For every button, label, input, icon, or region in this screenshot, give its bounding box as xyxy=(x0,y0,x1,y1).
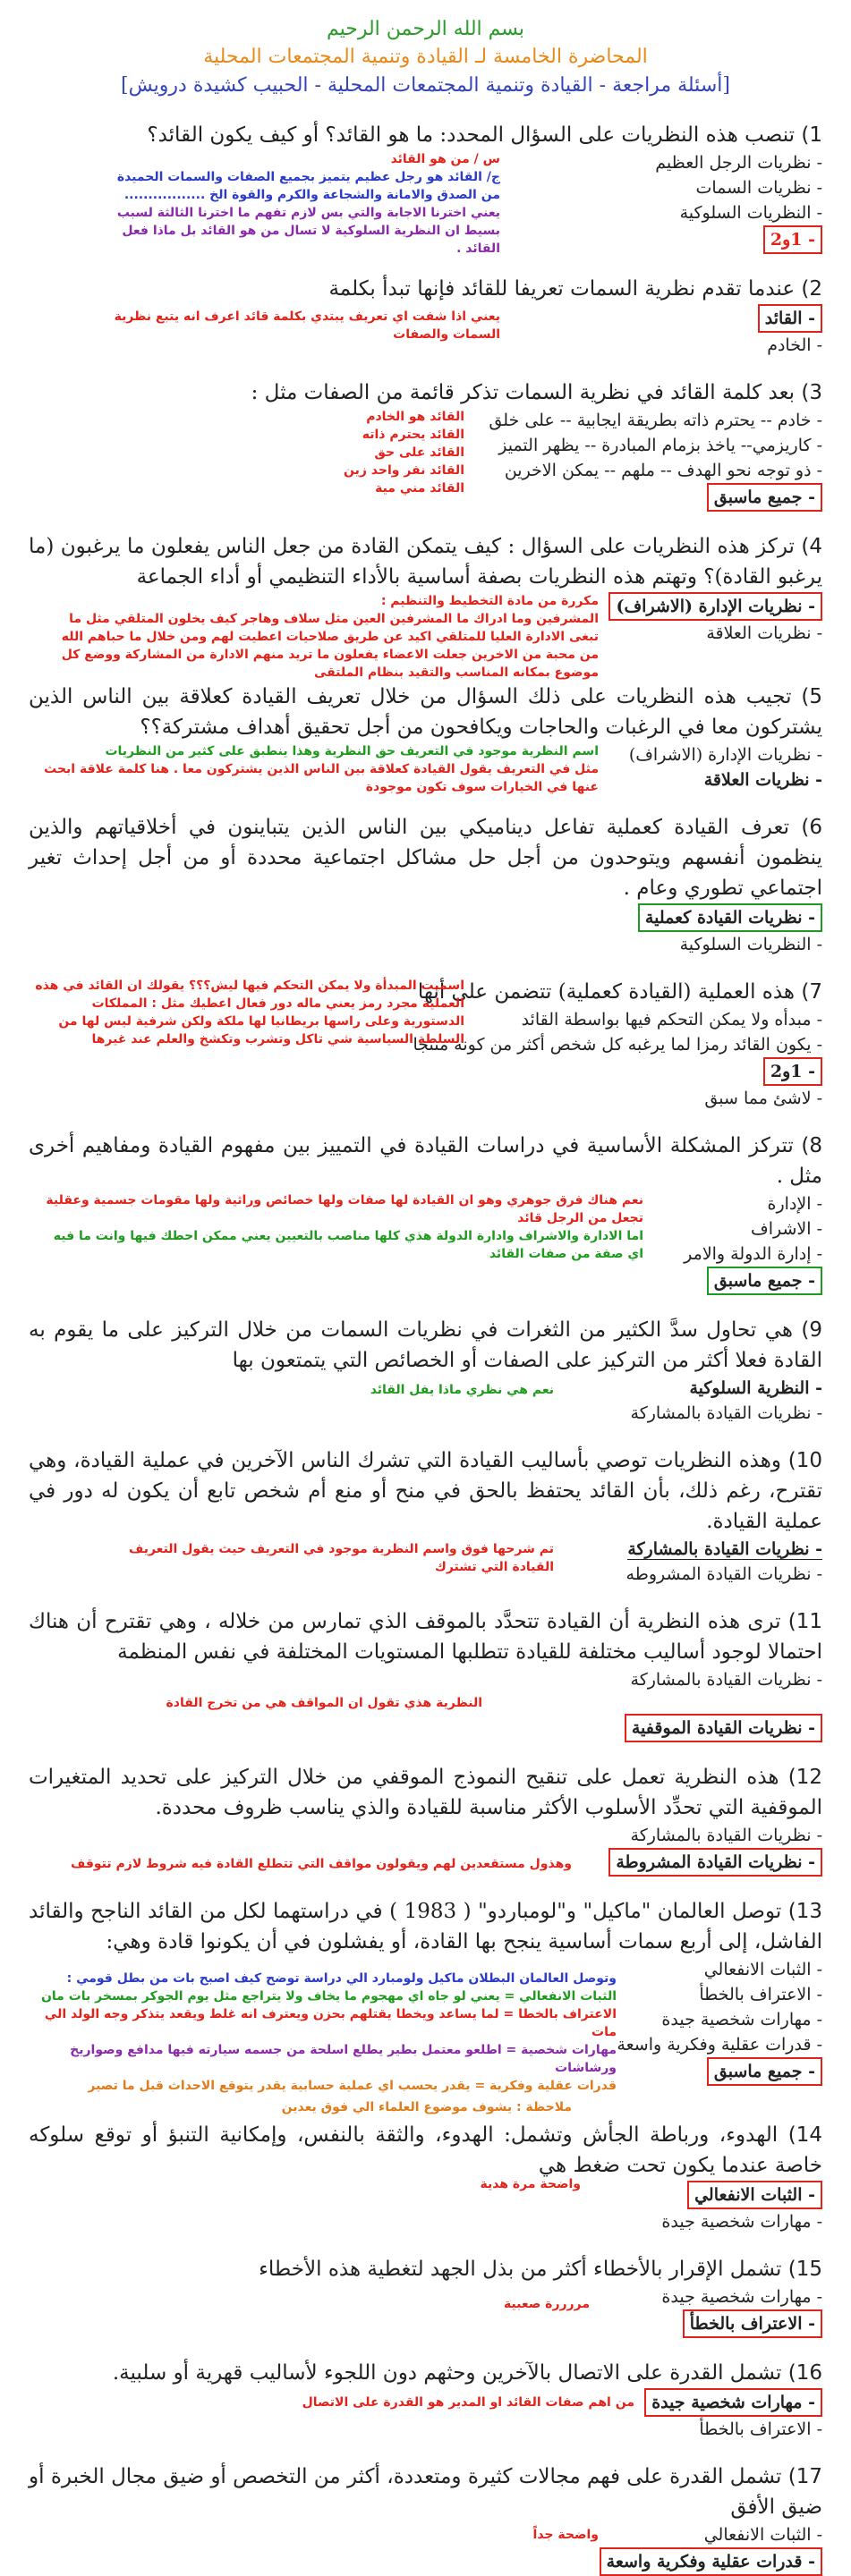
option: - الإدارة xyxy=(767,1194,822,1214)
correct-answer: - نظريات القيادة الموقفية xyxy=(625,1714,822,1742)
annotation: القائد مني مية xyxy=(375,481,464,496)
question-text: 5) تجيب هذه النظريات على ذلك السؤال من خلال تعريف القيادة كعلاقة بين الناس الذين يشتركون معا في الرغبات والحاجات ويكافحون من أجل تحقيق أهداف مشتركة؟؟ xyxy=(29,685,822,739)
question-text: 8) تتركز المشكلة الأساسية في دراسات القيادة في التمييز بين مفهوم القيادة ومفاهيم أخرى مثل . xyxy=(29,1134,822,1188)
option: - يكون القائد رمزا لما يرغبه كل شخص أكثر من كونه منتجا xyxy=(413,1035,822,1055)
option: - لاشئ مما سبق xyxy=(704,1089,822,1108)
question-text: 10) وهذه النظريات توصي بأساليب القيادة التي تشرك الناس الآخرين في عملية القيادة، وهي تقترح، رغم ذلك، بأن القائد يحتفظ بالحق في منح أو منع أم شخص تابع أن يكون له دور في عملية القيادة. xyxy=(29,1449,822,1533)
option: - الثبات الانفعالي xyxy=(703,1960,822,1979)
option: - إدارة الدولة والامر xyxy=(684,1244,822,1264)
basmala: بسم الله الرحمن الرحيم xyxy=(326,18,525,40)
annotation: يعني اذا شفت اي تعريف يبتدي بكلمة قائد اعرف انه يتبع نظرية السمات والصفات xyxy=(114,309,500,342)
question-8 xyxy=(29,1131,822,1295)
annotation: اسميت المبدأة ولا يمكن التحكم فيها ليش؟؟؟ يقولك ان القائد في هذه العملية مجرد رمز يعني ماله دور فعال اعطيك مثل : المملكات الدستورية وعلى راسها بريطانيا لها ملكة ولكن شرفية ليس لها من السلطة السياسية شي تاكل وتشرب وتكشخ والعلم عند غيرها xyxy=(35,979,464,1046)
question-text: 2) عندما تقدم نظرية السمات تعريفا للقائد فإنها تبدأ بكلمة xyxy=(328,277,822,301)
annotation: يعني اخترنا الاجابة والتي بس لازم تفهم ما اخترنا الثالثة لسبب بسيط ان النظرية السلوكية لا تسال من هو القائد بل ماذا فعل القائد . xyxy=(116,206,500,256)
annotation: من اهم صفات القائد او المدير هو القدرة على الاتصال xyxy=(302,2395,634,2410)
question-15 xyxy=(29,2254,822,2338)
question-text: 14) الهدوء، ورباطة الجأش وتشمل: الهدوء، والثقة بالنفس، وإمكانية التنبؤ أو توقع سلوكه خاصة عندما يكون تحت ضغط هي xyxy=(29,2123,822,2177)
question-5 xyxy=(29,682,822,792)
annotation: نعم هناك فرق جوهري وهو ان القيادة لها صفات ولها خصائص وراثية ولها مقومات جسمية وعقلية تجعل من الرجل قائد xyxy=(46,1193,643,1225)
document-title: [أسئلة مراجعة - القيادة وتنمية المجتمعات المحلية - الحبيب كشيدة درويش] xyxy=(121,74,730,97)
option: - النظريات السلوكية xyxy=(679,203,822,223)
correct-answer: - جميع ماسبق xyxy=(707,2057,822,2086)
question-text: 15) تشمل الإقرار بالأخطاء أكثر من بذل الجهد لتغطية هذه الأخطاء xyxy=(259,2258,822,2281)
option: - الاعتراف بالخطأ xyxy=(699,2419,822,2439)
annotation: تم شرحها فوق واسم النظرية موجود في التعريف حيث يقول التعريف القيادة التي تشترك xyxy=(129,1542,554,1574)
annotation: مثل في التعريف يقول القيادة كعلاقة بين الناس الذين يشتركون معا . هنا كلمة علاقة ابحث عنها في الخيارات سوف تكون موجودة xyxy=(44,762,599,794)
option: - ذو توجه نحو الهدف -- ملهم -- يمكن الاخرين xyxy=(504,461,822,480)
correct-answer: - نظريات القيادة بالمشاركة xyxy=(627,1539,822,1559)
question-1 xyxy=(29,120,822,254)
annotation: واضحة مرة هدية xyxy=(480,2177,581,2191)
option: - الثبات الانفعالي xyxy=(703,2525,822,2545)
correct-answer: - نظريات القيادة كعملية xyxy=(638,903,822,932)
annotation: ملاحظة : يشوف موضوع العلماء الي فوق يعدين xyxy=(281,2100,572,2114)
option: - نظريات الرجل العظيم xyxy=(655,153,822,173)
option: - الخادم xyxy=(767,335,822,355)
option: - الاعتراف بالخطأ xyxy=(699,1985,822,2004)
correct-answer: - قدرات عقلية وفكرية واسعة xyxy=(600,2547,822,2576)
question-text: 3) بعد كلمة القائد في نظرية السمات تذكر قائمة من الصفات مثل : xyxy=(251,381,822,404)
annotation: القائد هو الخادم xyxy=(366,410,464,424)
correct-answer: - نظريات القيادة المشروطة xyxy=(608,1848,822,1877)
annotation: ج/ القائد هو رجل عظيم يتميز بجميع الصفات والسمات الحميدة من الصدق والامانة والشجاعة والكرم والقوة الخ ................. xyxy=(116,170,500,202)
question-2 xyxy=(29,274,822,358)
option: - نظريات السمات xyxy=(695,178,822,198)
option: - الاشراف xyxy=(751,1219,822,1239)
annotation: مررررة صعبية xyxy=(503,2297,590,2311)
option: - نظريات العلاقة xyxy=(706,623,822,643)
option: - مهارات شخصية جيدة xyxy=(661,2287,822,2307)
annotation: اسم النظرية موجود في التعريف حق النظرية وهذا ينطبق على كثير من النظريات xyxy=(105,744,599,758)
question-text: 6) تعرف القيادة كعملية تفاعل ديناميكي بين الناس الذين يتباينون في أخلاقياتهم والذين ينظمون أنفسهم ويتوحدون من أجل حل مشاكل اجتماعية محددة أو من أجل إحداث تغير اجتماعي تطوري وعام . xyxy=(29,816,822,900)
annotation: القائد نفر واحد زين xyxy=(344,463,464,478)
correct-answer: - الثبات الانفعالي xyxy=(687,2181,822,2209)
question-7 xyxy=(29,977,822,1111)
option: - مبدأه ولا يمكن التحكم فيها بواسطة القائد xyxy=(521,1010,822,1030)
question-16 xyxy=(29,2358,822,2442)
option: - النظريات السلوكية xyxy=(679,935,822,954)
annotation: الاعتراف بالخطا = لما يساعد ويخطا يقتلهم بحزن ويعترف انه غلط ويقعد يتذكر وجه الولد الي مات xyxy=(44,2007,617,2039)
annotation: وهذول مستقعدين لهم ويقولون مواقف التي تتطلع القادة فيه شروط لازم تتوقف xyxy=(71,1857,572,1871)
annotation: الثبات الانفعالي = يعني لو جاه اي مهجوم ما يخاف ولا يتراجع مثل يوم الجوكر بمسخر بات مان xyxy=(40,1989,617,2004)
question-text: 1) تنصب هذه النظريات على السؤال المحدد: ما هو القائد؟ أو كيف يكون القائد؟ xyxy=(147,123,822,147)
question-3 xyxy=(29,377,822,512)
lecture-subtitle: المحاضرة الخامسة لـ القيادة وتنمية المجتمعات المحلية xyxy=(203,46,648,68)
option: - خادم -- يحترم ذاته بطريقة ايجابية -- على خلق xyxy=(489,411,822,430)
option: - نظريات القيادة بالمشاركة xyxy=(630,1403,822,1423)
annotation: القائد على حق xyxy=(374,445,464,460)
annotation: اما الادارة والاشراف وادارة الدولة هذي كلها مناصب بالتعيين يعني ممكن احطك فيها وانت ما فيه اي صفة من صفات القائد xyxy=(53,1229,643,1261)
question-text: 13) توصل العالمان "ماكيل" و"لومباردو" ( 1983 ) في دراستهما لكل من القائد الناجح والقائد الفاشل، إلى أربع سمات أساسية ينجح بها القادة، أو يفشلون في أن يكونوا قادة وهي: xyxy=(29,1900,823,1953)
question-9 xyxy=(29,1315,822,1426)
question-text: 7) هذه العملية (القيادة كعملية) تتضمن على أنها xyxy=(417,980,822,1004)
correct-answer: - نظريات الإدارة (الاشراف) xyxy=(608,592,822,621)
annotation: واضحة جداً xyxy=(532,2528,599,2542)
question-17 xyxy=(29,2462,822,2576)
option: - كاريزمي-- ياخذ بزمام المبادرة -- يظهر التميز xyxy=(498,436,822,455)
document-header xyxy=(29,0,822,100)
option: - قدرات عقلية وفكرية واسعة xyxy=(617,2035,822,2055)
annotation: مهارات شخصية = اطلعو معتمل بطير يطلع اسلحة من جسمه سيارته فيها مدافع وصواريخ ورشاشات xyxy=(70,2043,617,2075)
question-14 xyxy=(29,2098,822,2234)
question-text: 12) هذه النظرية تعمل على تنقيح النموذج الموقفي من خلال التركيز على تحديد المتغيرات الموقفية التي تحدِّد الأسلوب الأكثر مناسبة للقيادة والذي يناسب ظروف محددة. xyxy=(29,1766,822,1819)
correct-answer: - الاعتراف بالخطأ xyxy=(683,2309,822,2338)
question-6 xyxy=(29,812,822,957)
option: - نظريات القيادة المشروطه xyxy=(625,1564,822,1584)
option: - نظريات القيادة بالمشاركة xyxy=(630,1826,822,1845)
option: - مهارات شخصية جيدة xyxy=(661,2212,822,2232)
question-12 xyxy=(29,1762,822,1877)
question-13 xyxy=(29,1896,823,2093)
question-text: 9) هي تحاول سدَّ الكثير من الثغرات في نظريات السمات من خلال التركيز على ما يقوم به القادة فعلا أكثر من التركيز على الصفات أو الخصائص التي يتمتعون بها xyxy=(29,1318,822,1372)
option: - نظريات الإدارة (الاشراف) xyxy=(628,745,822,765)
correct-answer: - مهارات شخصية جيدة xyxy=(644,2388,822,2417)
option: - مهارات شخصية جيدة xyxy=(661,2010,822,2029)
correct-answer: - جميع ماسبق xyxy=(707,1267,822,1295)
correct-answer: - النظرية السلوكية xyxy=(689,1378,822,1398)
question-text: 4) تركز هذه النظريات على السؤال : كيف يتمكن القادة من جعل الناس يفعلون ما يرغبون (ما يرغبو القادة)؟ وتهتم هذه النظريات بصفة أساسية بالأداء التنظيمي أو أداء الجماعة xyxy=(29,535,822,589)
annotation: القائد يحترم ذاته xyxy=(362,428,464,442)
annotation: س / من هو القائد xyxy=(390,152,500,166)
correct-answer: - 1و2 xyxy=(763,1057,822,1086)
correct-answer: - جميع ماسبق xyxy=(707,483,822,512)
annotation: وتوصل العالمان البطلان ماكيل ولومبارد الي دراسة توضح كيف اصبح بات من بطل قومي : xyxy=(66,1971,617,1986)
correct-answer: - القائد xyxy=(758,304,822,333)
question-text: 17) تشمل القدرة على فهم مجالات كثيرة ومتعددة، أكثر من التخصص أو ضيق مجال الخبرة أو ضيق الأفق xyxy=(29,2465,822,2519)
question-4 xyxy=(29,531,822,680)
annotation: النظرية هذي تقول ان المواقف هي من تخرج القادة xyxy=(166,1696,482,1710)
option: - نظريات القيادة بالمشاركة xyxy=(630,1670,822,1690)
correct-answer: - نظريات العلاقة xyxy=(703,770,822,790)
annotation: نعم هي نظري ماذا يفل القائد xyxy=(370,1383,554,1397)
annotation: المشرفين وما ادراك ما المشرفين العين مثل سلاف وهاجر كيف يخلون المتلقي مثل ما تبغى الادارة العليا للمتلقي اكيد عن طريق صلاحيات اعطيت لهم ومن خلال ما حباهم الله من محبة من الاخرين جعلت الاعضاء يفعلون ما تريد منهم الادارة من المشاركة ووضع كل موضوع بمكانه المناسب والتقيد بنظام الملتقى xyxy=(61,612,599,680)
question-text: 16) تشمل القدرة على الاتصال بالآخرين وحثهم دون اللجوء لأساليب قهرية أو سلبية. xyxy=(112,2361,822,2385)
question-11 xyxy=(29,1606,822,1742)
question-text: 11) ترى هذه النظرية أن القيادة تتحدَّد بالموقف الذي تمارس من خلاله ، وهي تقترح أن هناك احتمالا لوجود أساليب مختلفة للقيادة تتطلبها المستويات المختلفة في نفس المنظمة xyxy=(29,1610,822,1664)
annotation: مكررة من مادة التخطيط والتنظيم : xyxy=(380,594,599,608)
question-10 xyxy=(29,1445,822,1587)
correct-answer: - 1و2 xyxy=(763,225,822,254)
annotation: قدرات عقلية وفكرية = يقدر يحسب اي عملية حسابية يقدر يتوقع الاحداث قبل ما تصير xyxy=(88,2079,617,2093)
